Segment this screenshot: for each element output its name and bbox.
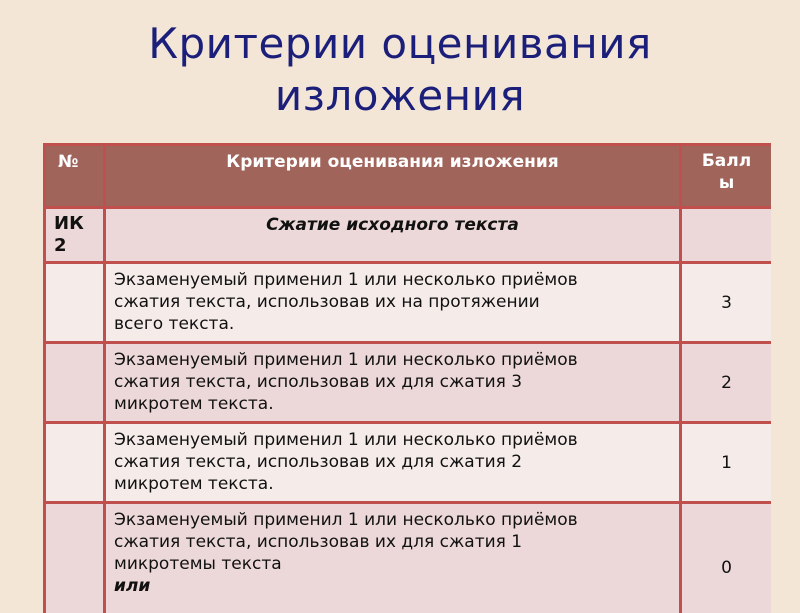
row-criteria-line: Экзаменуемый применил 1 или несколько приёмов [114,429,671,451]
row-criteria-line: сжатия текста, использовав их для сжатия 1 [114,531,671,553]
table-header-row [45,145,772,208]
row-criteria-line: микротем текста. [114,473,671,495]
header-points-line1: Балл [682,150,771,172]
row-criteria-line: Экзаменуемый применил 1 или несколько приёмов [114,509,671,531]
criteria-table [43,143,771,613]
table-row [45,423,772,503]
row-criteria-line: сжатия текста, использовав их для сжатия 2 [114,451,671,473]
table-row [45,343,772,423]
section-row [45,208,772,263]
header-points-line2: ы [682,172,771,194]
section-code [45,208,105,263]
row-number-cell [45,343,105,423]
row-points: 0 [681,503,772,613]
slide-title-line1: Критерии оценивания [0,18,800,70]
row-criteria-or: или [114,575,671,597]
row-criteria [105,263,681,343]
section-points [681,208,772,263]
slide-title [0,18,800,122]
row-criteria-line: Экзаменуемый применил 1 или несколько приёмов [114,269,671,291]
criteria-table-container [43,143,771,613]
row-criteria-line: сжатия текста, использовав их для сжатия 3 [114,371,671,393]
row-number-cell [45,423,105,503]
row-criteria [105,503,681,613]
row-criteria-line: микротемы текста [114,553,671,575]
table-row [45,263,772,343]
row-criteria-line: Экзаменуемый применил 1 или несколько приёмов [114,349,671,371]
row-points: 3 [681,263,772,343]
row-criteria-line: сжатия текста, использовав их на протяжении [114,291,671,313]
table-row [45,503,772,613]
header-points [681,145,772,208]
row-criteria [105,343,681,423]
section-code-line1: ИК [54,213,95,235]
row-points: 1 [681,423,772,503]
section-title: Сжатие исходного текста [105,208,681,263]
section-code-line2: 2 [54,235,95,257]
row-number-cell [45,503,105,613]
header-criteria: Критерии оценивания изложения [105,145,681,208]
slide-title-line2: изложения [0,70,800,122]
header-number: № [45,145,105,208]
row-points: 2 [681,343,772,423]
row-number-cell [45,263,105,343]
row-criteria [105,423,681,503]
row-criteria-line: всего текста. [114,313,671,335]
row-criteria-line: микротем текста. [114,393,671,415]
